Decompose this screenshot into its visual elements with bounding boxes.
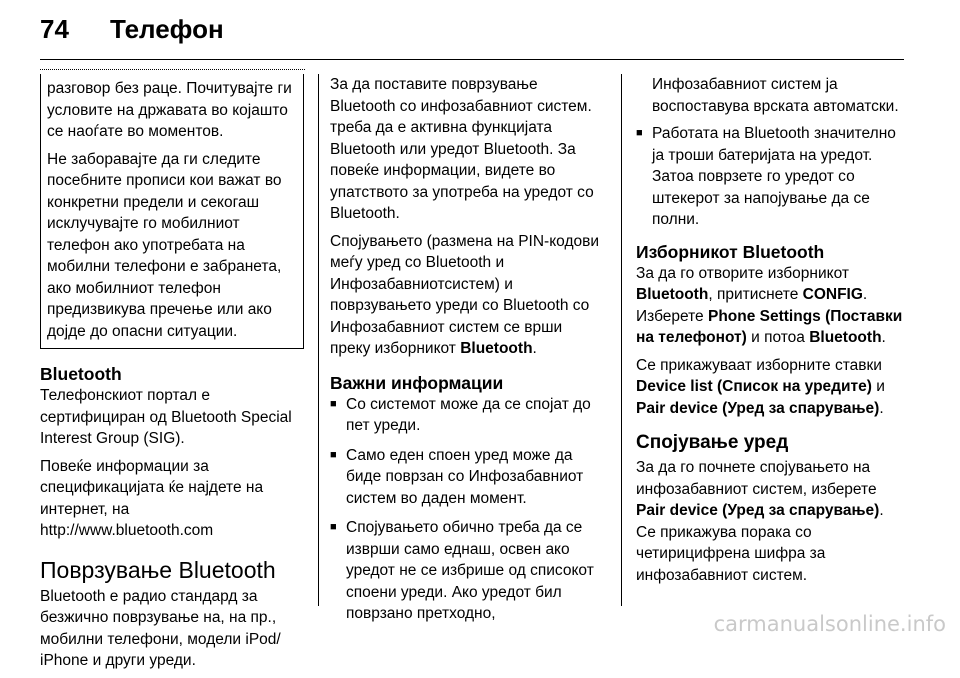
list-item: ■ Со системот може да се спојат до пет уреди.	[330, 394, 606, 437]
bluetooth-menu-ref: Bluetooth	[809, 329, 882, 346]
pairing-text: Спојувањето (размена на PIN-кодови меѓу уред со Bluetooth и Инфозабавниотсистем) и поврзувањето уреди со Bluetooth со Инфозабавниот систем се врши преку изборникот	[330, 232, 600, 357]
pairing-end: .	[532, 340, 537, 357]
warning-box	[40, 74, 304, 349]
pair-heading: Спојување уред	[636, 432, 789, 453]
text-span: За да го отворите изборникот	[636, 264, 849, 282]
text-span: и	[871, 378, 885, 395]
text-span: Се прикажуваат изборните ставки	[636, 356, 882, 374]
list-item: ■ Работата на Bluetooth значително ја троши батеријата на уредот. Затоа поврзете го уредот со штекерот за напојување да се полни.	[636, 123, 906, 231]
menu-paragraph-1	[636, 263, 906, 349]
bluetooth-menu-ref: Bluetooth	[636, 286, 709, 303]
text-span: , притиснете	[708, 286, 803, 303]
column-divider-1	[318, 74, 319, 606]
continued-paragraph: Инфозабавниот систем ја воспоставува врската автоматски.	[652, 76, 899, 115]
important-list	[330, 394, 606, 625]
important-heading: Важни информации	[330, 372, 504, 393]
column-3	[636, 74, 906, 592]
column-1	[40, 74, 304, 678]
column-2	[330, 74, 606, 633]
text-span: .	[879, 399, 884, 417]
connect-paragraph: Bluetooth е радио стандард за безжично поврзување на, на пр., мобилни телефони, модели iPod/ iPhone и други уреди.	[40, 587, 281, 669]
page-header	[40, 14, 224, 54]
bluetooth-menu-ref: Bluetooth	[460, 340, 533, 357]
warning-paragraph-1: разговор без раце. Почитувајте ги условите на државата во којашто се наоѓате во моментов.	[47, 80, 292, 140]
pair-paragraph	[636, 457, 906, 586]
text-span: .	[881, 329, 886, 346]
bluetooth-paragraph-2: Повеќе информации за спецификацијата ќе најдете на интернет, на http://www.bluetooth.com	[40, 457, 264, 539]
config-button-ref: CONFIG	[802, 286, 863, 303]
column-divider-2	[621, 74, 622, 606]
list-item: ■ Спојувањето обично треба да се изврши само еднаш, освен ако уредот не се избрише од списокот споени уреди. Ако уредот бил поврзано претходно,	[330, 517, 606, 625]
list-item: ■ Само еден споен уред може да биде поврзан со Инфозабавниот систем во даден момент.	[330, 445, 606, 510]
menu-paragraph-2	[636, 355, 906, 420]
bluetooth-heading: Bluetooth	[40, 364, 122, 384]
battery-list	[636, 123, 906, 231]
section-title: Телефон	[110, 14, 224, 44]
connect-heading: Поврзување Bluetooth	[40, 556, 276, 583]
text-span: и потоа	[746, 329, 810, 346]
text-span: . Изберете	[636, 286, 868, 325]
bluetooth-paragraph-1: Телефонскиот портал е сертифициран од Bluetooth Special Interest Group (SIG).	[40, 387, 292, 447]
pairing-paragraph	[330, 231, 606, 360]
page-number: 74	[40, 14, 69, 44]
pair-device-ref: Pair device (Уред за спарување)	[636, 399, 880, 417]
warning-paragraph-2: Не заборавајте да ги следите посебните прописи кои важат во конкретни предели и секогаш исклучувајте го мобилниот телефон ако употребата на мобилни телефони е забранета, ако мобилниот телефон предизвикува пречење или ако дојде до опасни ситуации.	[47, 150, 282, 340]
text-span: За да го почнете спојувањето на инфозабавниот систем, изберете	[636, 459, 877, 498]
watermark: carmanualsonline.info	[713, 612, 946, 636]
phone-settings-ref: Phone Settings (Поставки на телефонот)	[636, 307, 903, 346]
menu-heading: Изборникот Bluetooth	[636, 241, 825, 262]
header-rule	[40, 59, 904, 60]
warning-box-top-border	[40, 69, 305, 74]
pair-device-ref: Pair device (Уред за спарување)	[636, 502, 880, 519]
setup-paragraph: За да поставите поврзување Bluetooth со инфозабавниот систем. треба да е активна функцијата Bluetooth или уредот Bluetooth. За повеќе информации, видете во упатството за употреба на уредот со Bluetooth.	[330, 76, 594, 222]
text-span: . Се прикажува порака со четирицифрена шифра за инфозабавниот систем.	[636, 502, 884, 584]
device-list-ref: Device list (Список на уредите)	[636, 378, 872, 395]
